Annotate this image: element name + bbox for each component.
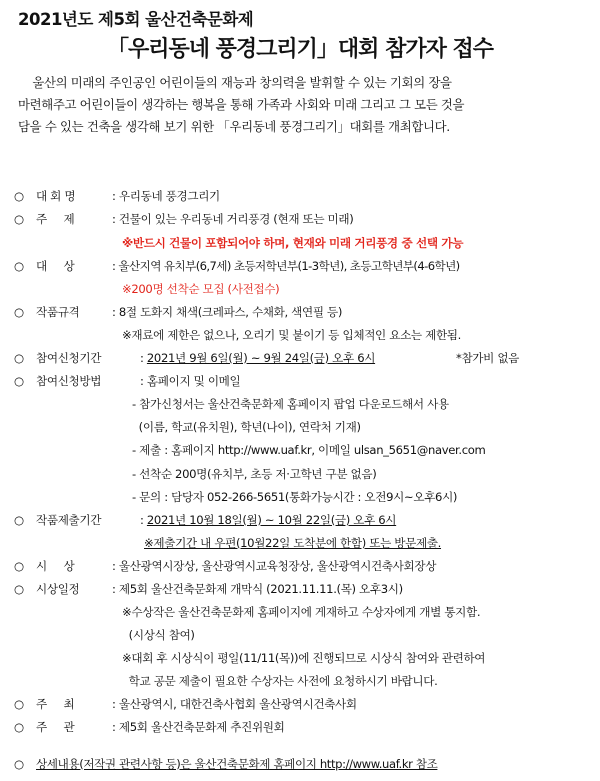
detail-text: - 선착순 200명(유치부, 초등 저·고학년 구분 없음) [132,467,377,481]
item-label: 주 제 [36,212,75,226]
apply-method-detail [0,440,600,460]
detail-text: (이름, 학교(유치원), 학년(나이), 연락처 기재) [132,420,361,434]
item-value: : 홈페이지 및 이메일 [140,374,241,388]
item-value: : 8절 도화지 채색(크레파스, 수채화, 색연필 등) [112,305,343,319]
item-awards [0,556,600,576]
item-contest-name [0,186,600,206]
item-target [0,256,600,276]
footer-text: 상세내용(저작권 관련사항 등)은 울산건축문화제 홈페이지 http://www.uaf.kr 참조 [36,757,438,771]
intro-line: 울산의 미래의 주인공인 어린이들의 재능과 창의력을 발휘할 수 있는 기회의 장을 [18,75,452,90]
bullet-icon: ○ [14,374,24,388]
event-kicker: 2021년도 제5회 울산건축문화제 [18,10,254,29]
intro-line: 담을 수 있는 건축을 생각해 보기 위한 「우리동네 풍경그리기」대회를 개최합니다. [18,119,450,134]
bullet-icon: ○ [14,582,24,596]
bullet-icon: ○ [14,559,24,573]
bullet-icon: ○ [14,351,24,365]
item-label: 주 관 [36,720,75,734]
item-value: : 울산지역 유치부(6,7세) 초등저학년부(1-3학년), 초등고학년부(4-6학년) [112,259,460,273]
fee-note: *참가비 없음 [456,351,520,365]
bullet-icon: ○ [14,305,24,319]
item-label: 대 상 [36,259,75,273]
apply-method-detail [0,417,600,437]
target-note [0,279,600,299]
item-label: 참여신청방법 [36,374,102,388]
bullet-icon: ○ [14,697,24,711]
item-submit-period [0,510,600,530]
ceremony-note-text: 학교 공문 제출이 필요한 수상자는 사전에 요청하시기 바랍니다. [122,674,438,688]
item-label: 시 상 [36,559,75,573]
theme-note-text: ※반드시 건물이 포함되어야 하며, 현재와 미래 거리풍경 중 선택 가능 [122,236,464,250]
item-label: 대 회 명 [36,189,76,203]
item-value: : 울산광역시장상, 울산광역시교육청장상, 울산광역시건축사회장상 [112,559,437,573]
detail-text: - 참가신청서는 울산건축문화제 홈페이지 팝업 다운로드해서 사용 [132,397,449,411]
spec-note-text: ※재료에 제한은 없으나, 오리기 및 붙이기 등 입체적인 요소는 제한됨. [122,328,461,342]
item-value: : 제5회 울산건축문화제 개막식 (2021.11.11.(목) 오후3시) [112,582,403,596]
item-value: : 제5회 울산건축문화제 추진위원회 [112,720,285,734]
ceremony-note [0,602,600,622]
target-note-text: ※200명 선착순 모집 (사전접수) [122,282,280,296]
intro-paragraph [18,72,584,138]
item-value: : 건물이 있는 우리동네 거리풍경 (현재 또는 미래) [112,212,354,226]
item-spec [0,302,600,322]
bullet-icon: ○ [14,259,24,273]
item-theme [0,209,600,229]
theme-note [0,233,600,253]
item-label: 작품제출기간 [36,513,102,527]
ceremony-note-text: (시상식 참여) [122,628,195,642]
item-value: : 2021년 9월 6일(월) ~ 9월 24일(금) 오후 6시 [140,351,376,365]
ceremony-note [0,671,600,691]
apply-method-detail [0,394,600,414]
detail-text: - 제출 : 홈페이지 http://www.uaf.kr, 이메일 ulsan_5651@naver.com [132,443,486,457]
bullet-icon: ○ [14,212,24,226]
footer-reference [0,754,600,774]
item-label: 시상일정 [36,582,80,596]
apply-method-detail [0,464,600,484]
bullet-icon: ○ [14,720,24,734]
ceremony-note [0,648,600,668]
item-label: 작품규격 [36,305,80,319]
bullet-icon: ○ [14,757,24,771]
page-title: 「우리동네 풍경그리기」대회 참가자 접수 [106,37,493,62]
item-organizer [0,717,600,737]
apply-method-detail [0,487,600,507]
submit-note-text: ※제출기간 내 우편(10월22일 도착분에 한함) 또는 방문제출. [144,536,442,550]
item-apply-method [0,371,600,391]
item-host [0,694,600,714]
ceremony-note-text: ※수상작은 울산건축문화제 홈페이지에 게재하고 수상자에게 개별 통지함. [122,605,481,619]
ceremony-note-text: ※대회 후 시상식이 평일(11/11(목))에 진행되므로 시상식 참여와 관련하여 [122,651,486,665]
item-label: 참여신청기간 [36,351,102,365]
submit-note [0,533,600,553]
item-apply-period [0,348,600,368]
spec-note [0,325,600,345]
bullet-icon: ○ [14,513,24,527]
item-ceremony [0,579,600,599]
item-value: : 울산광역시, 대한건축사협회 울산광역시건축사회 [112,697,357,711]
item-value: : 우리동네 풍경그리기 [112,189,220,203]
detail-text: - 문의 : 담당자 052-266-5651(통화가능시간 : 오전9시~오후6시) [132,490,458,504]
bullet-icon: ○ [14,189,24,203]
item-label: 주 최 [36,697,75,711]
ceremony-note [0,625,600,645]
intro-line: 마련해주고 어린이들이 생각하는 행복을 통해 가족과 사회와 미래 그리고 그 모든 것을 [18,97,465,112]
item-value: : 2021년 10월 18일(월) ~ 10월 22일(금) 오후 6시 [140,513,397,527]
